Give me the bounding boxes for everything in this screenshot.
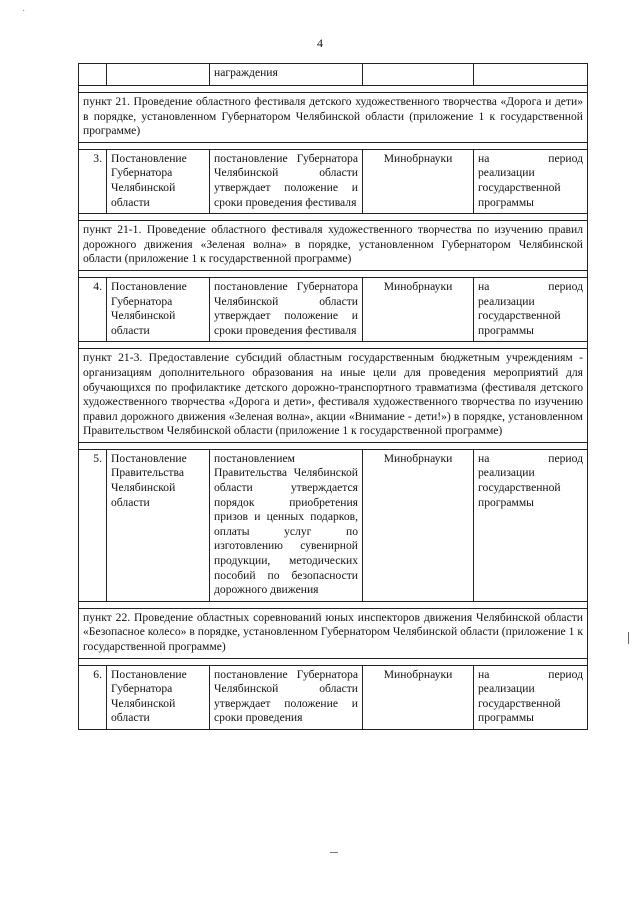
table-gap-row: [79, 658, 588, 665]
cell-document: постановление Губернатора Челябинской области утверждает положение и сроки проведения: [210, 665, 363, 729]
period-rest: реализации государственной программы: [478, 682, 561, 725]
section-header-row: [79, 608, 588, 658]
cell-num: 4.: [79, 277, 107, 341]
section-header: пункт 22. Проведение областных соревнований юных инспекторов движения Челябинской области «Безопасное колесо» в порядке, установленном Губернатором Челябинской области (приложение 1 к государственной программе): [79, 608, 588, 658]
cell-type: Постановление Губернатора Челябинской области: [107, 149, 210, 213]
period-first-line: на период: [478, 151, 583, 165]
cell-document: награждения: [210, 64, 363, 86]
table-gap-row: [79, 601, 588, 608]
cell-type: Постановление Правительства Челябинской области: [107, 449, 210, 601]
section-header: пункт 21-1. Проведение областного фестиваля художественного творчества по изучению правил дорожного движения «Зеленая волна» в порядке, установленном Губернатором Челябинской области (приложение 1 к государственной программе): [79, 221, 588, 271]
table-row: [79, 149, 588, 213]
table-row: [79, 665, 588, 729]
section-header: пункт 21. Проведение областного фестиваля детского художественного творчества «Дорога и дети» в порядке, установленном Губернатором Челябинской области (приложение 1 к государственной программе): [79, 93, 588, 143]
section-header-row: [79, 93, 588, 143]
section-header: пункт 21-3. Предоставление субсидий областным государственным бюджетным учреждениям - организациям дополнительного образования на иные цели для проведения мероприятий для обучающихся по профилактике детского дорожно-транспортного травматизма (фестиваля детского художественного творчества «Дорога и дети», фестиваля художественного творчества по изучению правил дорожного движения «Зеленая волна», акции «Внимание - дети!») в порядке, установленном Правительством Челябинской области (приложение 1 к государственной программе): [79, 349, 588, 443]
cell-executor: Минобрнауки: [363, 665, 474, 729]
table-gap-row: [79, 86, 588, 93]
table-row: [79, 449, 588, 601]
cell-executor: Минобрнауки: [363, 277, 474, 341]
period-rest: реализации государственной программы: [478, 166, 561, 209]
period-rest: реализации государственной программы: [478, 294, 561, 337]
cell-period: [474, 149, 588, 213]
page-number: 4: [317, 36, 323, 50]
period-first-line: на период: [478, 667, 583, 681]
cell-period: [474, 449, 588, 601]
cell-executor: [363, 64, 474, 86]
table-gap-row: [79, 270, 588, 277]
cell-period: [474, 665, 588, 729]
program-table: [78, 63, 588, 730]
table-row: [79, 277, 588, 341]
cell-num: 3.: [79, 149, 107, 213]
table-gap-row: [79, 214, 588, 221]
cell-type: Постановление Губернатора Челябинской области: [107, 665, 210, 729]
cell-num: [79, 64, 107, 86]
scan-side-mark: [628, 632, 629, 644]
table-gap-row: [79, 142, 588, 149]
section-header-row: [79, 221, 588, 271]
cell-executor: Минобрнауки: [363, 149, 474, 213]
cell-type: [107, 64, 210, 86]
cell-num: 5.: [79, 449, 107, 601]
cell-num: 6.: [79, 665, 107, 729]
scan-corner-mark: ·: [22, 6, 26, 17]
scan-bottom-mark: [330, 852, 338, 853]
table-gap-row: [79, 442, 588, 449]
period-rest: реализации государственной программы: [478, 466, 561, 509]
section-header-row: [79, 349, 588, 443]
period-first-line: на период: [478, 451, 583, 465]
table-gap-row: [79, 342, 588, 349]
table-row-fragment: [79, 64, 588, 86]
cell-period: [474, 64, 588, 86]
period-first-line: на период: [478, 279, 583, 293]
cell-period: [474, 277, 588, 341]
cell-document: постановление Губернатора Челябинской области утверждает положение и сроки проведения фестиваля: [210, 149, 363, 213]
cell-type: Постановление Губернатора Челябинской области: [107, 277, 210, 341]
cell-document: постановление Губернатора Челябинской области утверждает положение и сроки проведения фестиваля: [210, 277, 363, 341]
cell-document: постановлением Правительства Челябинской области утверждается порядок приобретения призов и ценных подарков, оплаты услуг по изготовлению сувенирной продукции, методических пособий по безопасности дорожного движения: [210, 449, 363, 601]
cell-executor: Минобрнауки: [363, 449, 474, 601]
